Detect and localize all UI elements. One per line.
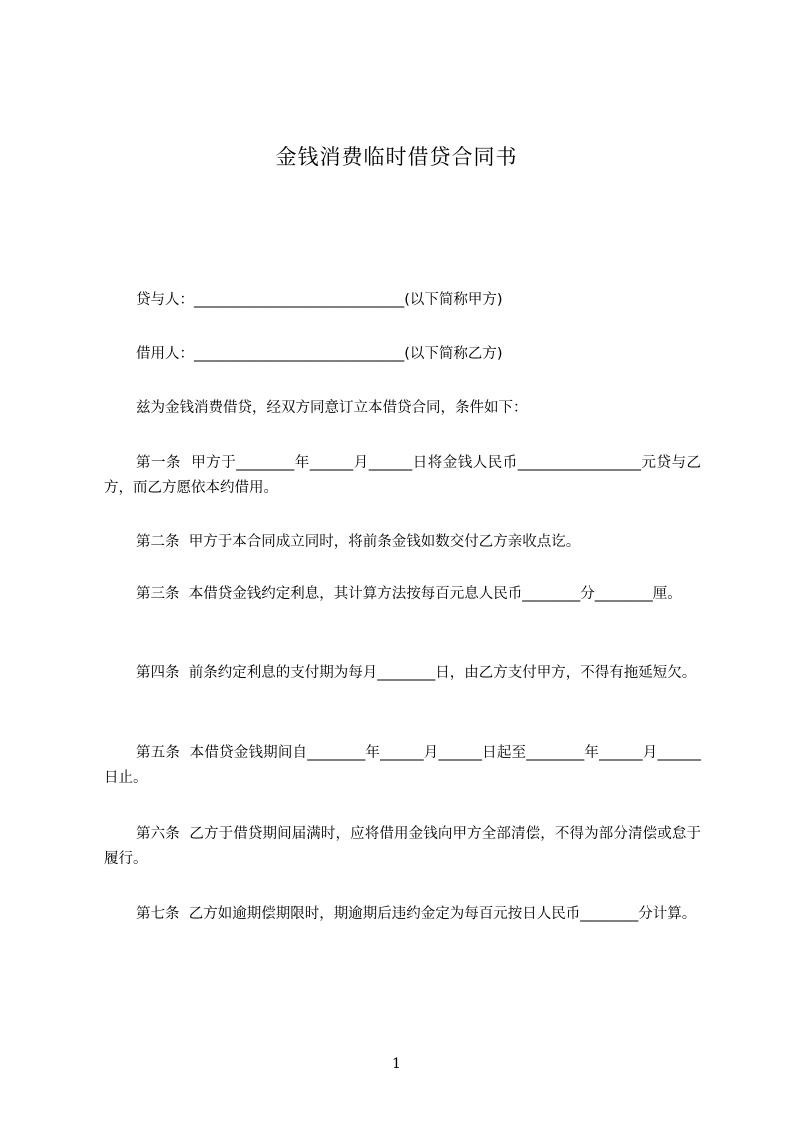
document-title: 金钱消费临时借贷合同书 — [275, 145, 518, 169]
article-2: 第二条 甲方于本合同成立同时，将前条金钱如数交付乙方亲收点讫。 — [136, 534, 581, 550]
page-number: 1 — [392, 1056, 401, 1072]
article-6: 第六条 乙方于借贷期间届满时，应将借用金钱向甲方全部清偿，不得为部分清偿或怠于履行。 — [104, 826, 701, 867]
article-7: 第七条 乙方如逾期偿期限时，期逾期后违约金定为每百元按日人民币________分计算。 — [136, 906, 697, 922]
article-5: 第五条 本借贷金钱期间自________年______月______日起至________年______月______日止。 — [104, 745, 701, 786]
article-3: 第三条 本借贷金钱约定利息，其计算方法按每百元息人民币________分________厘。 — [136, 586, 682, 602]
article-1: 第一条 甲方于________年______月______日将金钱人民币_________________元贷与乙方，而乙方愿依本约借用。 — [104, 455, 701, 496]
lender-line: 贷与人：_____________________________(以下简称甲方) — [136, 292, 503, 308]
preamble-paragraph: 兹为金钱消费借贷，经双方同意订立本借贷合同，条件如下： — [136, 400, 528, 416]
borrower-line: 借用人：_____________________________(以下简称乙方) — [136, 346, 503, 362]
article-4: 第四条 前条约定利息的支付期为每月________日，由乙方支付甲方，不得有拖延短欠。 — [136, 665, 697, 681]
